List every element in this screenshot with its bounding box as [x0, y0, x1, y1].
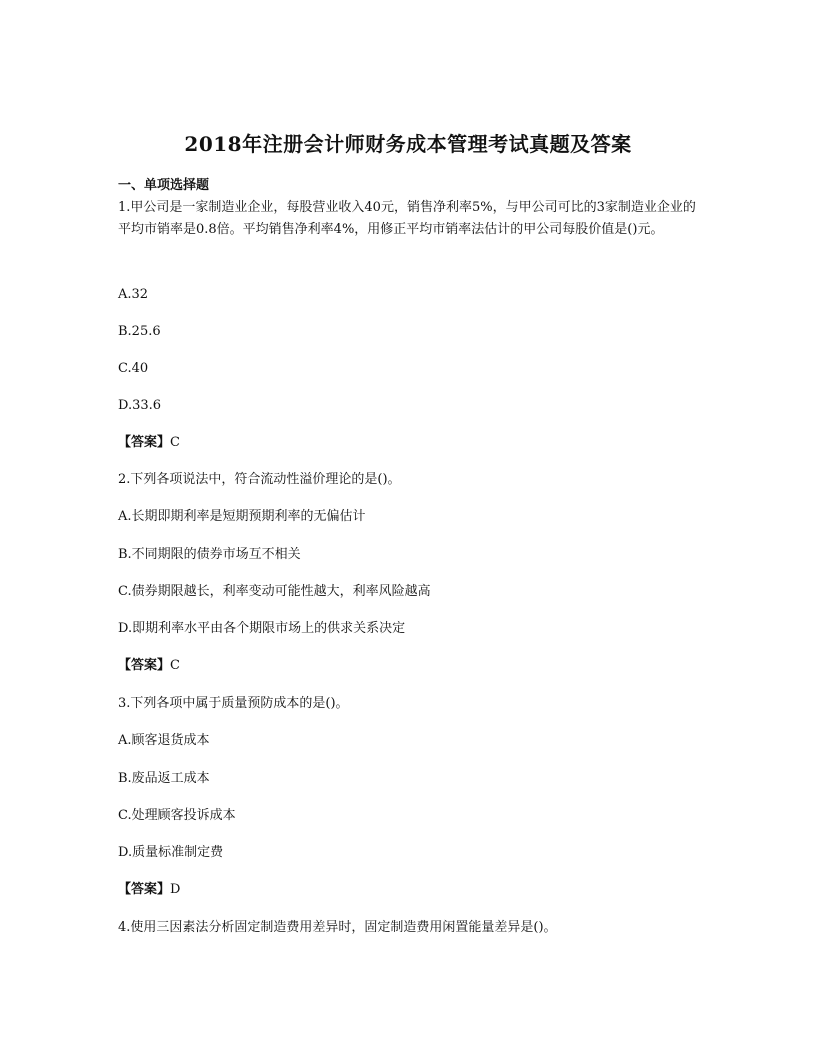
question-3-option-d: D.质量标准制定费	[118, 845, 224, 860]
question-3-answer	[118, 880, 180, 900]
question-3-option-b: B.废品返工成本	[118, 771, 210, 786]
question-2-stem: 2.下列各项说法中，符合流动性溢价理论的是()。	[118, 472, 401, 487]
question-1-option-c: C.40	[118, 361, 149, 376]
question-2-option-b: B.不同期限的债券市场互不相关	[118, 547, 301, 562]
question-2-option-d: D.即期利率水平由各个期限市场上的供求关系决定	[118, 621, 406, 636]
question-1-option-d: D.33.6	[118, 398, 162, 413]
question-2-option-c: C.债券期限越长，利率变动可能性越大，利率风险越高	[118, 584, 431, 599]
document-title: 2018年注册会计师财务成本管理考试真题及答案	[184, 132, 632, 156]
answer-label: 【答案】	[118, 435, 171, 450]
answer-label: 【答案】	[118, 882, 171, 897]
question-1-stem: 1.甲公司是一家制造业企业，每股营业收入40元，销售净利率5%，与甲公司可比的3家制造业企业的平均市销率是0.8倍。平均销售净利率4%，用修正平均市销率法估计的甲公司每股价值是()元。	[118, 200, 696, 237]
question-1-option-a: A.32	[118, 287, 149, 302]
question-1-option-b: B.25.6	[118, 324, 161, 339]
answer-label: 【答案】	[118, 658, 171, 673]
question-3-stem: 3.下列各项中属于质量预防成本的是()。	[118, 696, 349, 711]
answer-value: D	[170, 882, 181, 897]
question-3-option-c: C.处理顾客投诉成本	[118, 808, 236, 823]
question-1-answer	[118, 433, 180, 453]
answer-value: C	[170, 658, 180, 673]
section-heading: 一、单项选择题	[118, 178, 210, 193]
question-2-option-a: A.长期即期利率是短期预期利率的无偏估计	[118, 509, 366, 524]
question-4-stem: 4.使用三因素法分析固定制造费用差异时，固定制造费用闲置能量差异是()。	[118, 920, 557, 935]
question-2-answer	[118, 656, 180, 676]
answer-value: C	[170, 435, 180, 450]
question-3-option-a: A.顾客退货成本	[118, 733, 210, 748]
